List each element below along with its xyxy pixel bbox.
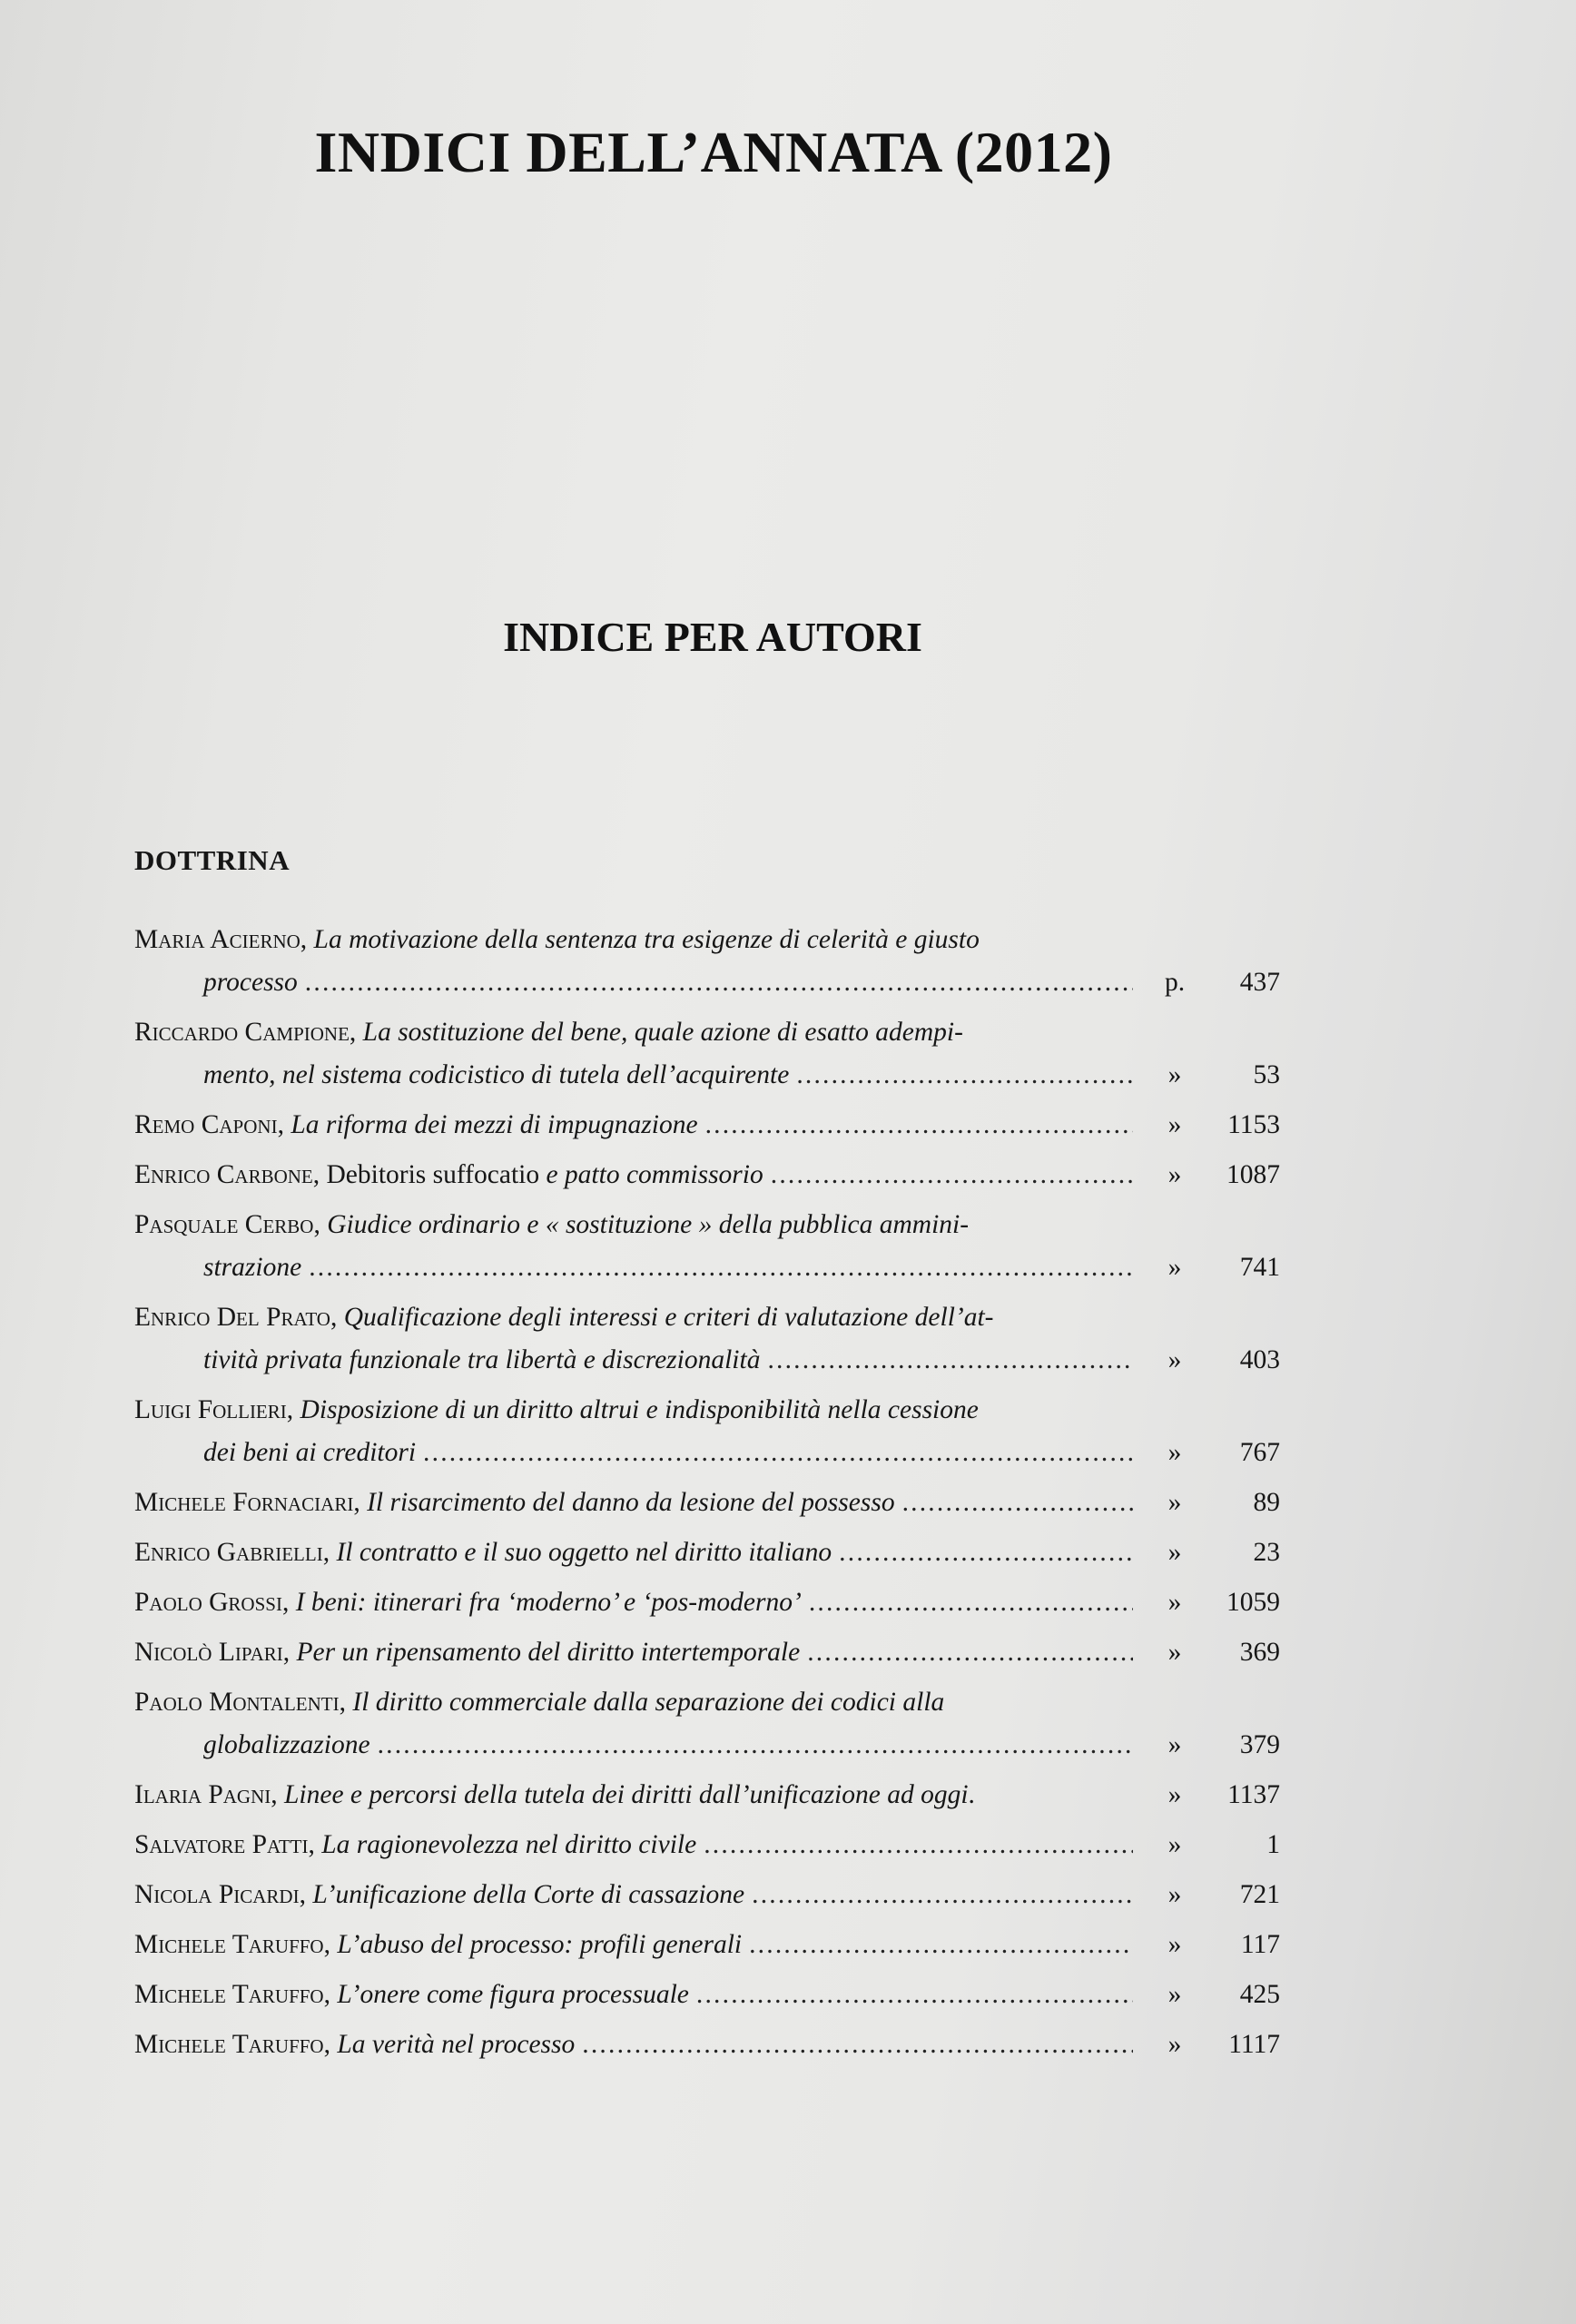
entry-line <box>134 1204 1280 1246</box>
entry-text: Nicola Picardi, L’unificazione della Corte di cassazione <box>134 1880 745 1909</box>
entry-line-continued <box>134 1724 1280 1767</box>
page-marker: » <box>1167 1438 1182 1467</box>
page-number: 741 <box>1239 1253 1280 1282</box>
entry-line-continued <box>134 961 1280 1004</box>
entry-text: Paolo Montalenti, Il diritto commerciale dalla separazione dei codici alla <box>134 1688 945 1717</box>
entry-author: Nicola Picardi <box>134 1880 300 1909</box>
page-number: 1059 <box>1226 1588 1280 1617</box>
entry-author: Enrico Del Prato <box>134 1303 330 1332</box>
index-entry <box>134 1631 1280 1674</box>
entry-author: Pasquale Cerbo <box>134 1210 314 1239</box>
entry-author: Michele Taruffo <box>134 1930 324 1959</box>
index-entry <box>134 1104 1280 1147</box>
index-entry <box>134 1011 1280 1097</box>
entry-title-line1: La verità nel processo <box>337 2030 576 2059</box>
page-marker: » <box>1167 1930 1182 1959</box>
entry-text: Pasquale Cerbo, Giudice ordinario e « sostituzione » della pubblica ammini- <box>134 1210 970 1239</box>
page-marker: » <box>1167 1253 1182 1282</box>
entry-line <box>134 1631 1280 1674</box>
entry-title-line1: La motivazione della sentenza tra esigenze di celerità e giusto <box>313 925 980 954</box>
index-entry <box>134 1154 1280 1196</box>
entry-author: Maria Acierno <box>134 925 300 954</box>
entry-title <box>337 1980 689 2009</box>
entry-title <box>291 1110 697 1139</box>
index-entry <box>134 1824 1280 1866</box>
entry-title <box>336 1538 832 1567</box>
entry-text: Enrico Del Prato, Qualificazione degli interessi e criteri di valutazione dell’at- <box>134 1303 994 1332</box>
page-marker: » <box>1167 1830 1182 1859</box>
entry-line <box>134 919 1280 961</box>
entry-line <box>134 1482 1280 1524</box>
entry-author: Riccardo Campione <box>134 1018 350 1047</box>
entry-title-line1: Per un ripensamento del diritto intertemporale <box>296 1638 801 1667</box>
entry-text: Enrico Gabrielli, Il contratto e il suo oggetto nel diritto italiano <box>134 1538 832 1567</box>
entry-author: Enrico Carbone <box>134 1160 313 1189</box>
index-entry <box>134 1924 1280 1966</box>
entry-title-line2: tività privata funzionale tra libertà e discrezionalità <box>203 1345 761 1374</box>
page-number: 53 <box>1253 1060 1280 1089</box>
entry-text: Michele Taruffo, L’abuso del processo: profili generali <box>134 1930 743 1959</box>
dot-leader <box>705 1104 1133 1147</box>
entry-author: Luigi Follieri <box>134 1395 287 1424</box>
page-number: 721 <box>1239 1880 1280 1909</box>
dot-leader <box>696 1974 1133 2016</box>
entry-text: Paolo Grossi, I beni: itinerari fra ‘moderno’ e ‘pos-moderno’ <box>134 1588 802 1617</box>
dot-leader <box>807 1631 1133 1674</box>
page-marker: » <box>1167 1880 1182 1909</box>
index-entry <box>134 1681 1280 1767</box>
entry-line <box>134 1774 1280 1817</box>
entry-title-line1: Disposizione di un diritto altrui e indisponibilità nella cessione <box>300 1395 979 1424</box>
entry-title-line2: dei beni ai creditori <box>203 1438 417 1467</box>
index-entry <box>134 1204 1280 1289</box>
entry-author: Michele Taruffo <box>134 2030 324 2059</box>
index-entry <box>134 1389 1280 1474</box>
entry-line <box>134 1154 1280 1196</box>
entry-title <box>337 1930 742 1959</box>
section-title: INDICE PER AUTORI <box>503 614 922 660</box>
page-marker: » <box>1167 1060 1182 1089</box>
entry-line <box>134 1104 1280 1147</box>
page-marker: » <box>1167 1730 1182 1759</box>
entry-title-line2: processo <box>203 968 298 997</box>
entry-title <box>344 1303 994 1332</box>
page-number: 437 <box>1239 968 1280 997</box>
entry-title-line1: I beni: itinerari fra ‘moderno’ e ‘pos-moderno’ <box>295 1588 802 1617</box>
entry-author: Ilaria Pagni <box>134 1780 271 1809</box>
entry-title-line2: strazione <box>203 1253 302 1282</box>
page-marker: » <box>1167 1588 1182 1617</box>
index-entry <box>134 1296 1280 1382</box>
entry-line <box>134 1681 1280 1724</box>
page-number: 379 <box>1239 1730 1280 1759</box>
page-number: 1087 <box>1226 1160 1280 1189</box>
entry-title-line1: Giudice ordinario e « sostituzione » della pubblica ammini- <box>327 1210 970 1239</box>
entry-title <box>296 1588 802 1617</box>
page-number: 403 <box>1239 1345 1280 1374</box>
entry-title <box>314 925 980 954</box>
entry-title <box>297 1638 801 1667</box>
entry-line <box>134 1924 1280 1966</box>
entry-line-continued <box>134 1339 1280 1382</box>
dot-leader <box>767 1339 1133 1382</box>
entry-text: Salvatore Patti, La ragionevolezza nel diritto civile <box>134 1830 697 1859</box>
entry-text: Michele Taruffo, La verità nel processo <box>134 2030 576 2059</box>
page-number: 1117 <box>1228 2030 1280 2059</box>
entry-title <box>337 2030 575 2059</box>
entry-title-line1: Qualificazione degli interessi e criteri di valutazione dell’at- <box>343 1303 994 1332</box>
entry-title <box>321 1830 696 1859</box>
page-number: 23 <box>1253 1538 1280 1567</box>
entry-title-line1: Il diritto commerciale dalla separazione dei codici alla <box>352 1688 945 1717</box>
index-entry <box>134 919 1280 1004</box>
entry-author: Enrico Gabrielli <box>134 1538 323 1567</box>
index-entry <box>134 1874 1280 1916</box>
entry-title <box>363 1018 963 1047</box>
entry-line <box>134 2024 1280 2066</box>
page-number: 1 <box>1266 1830 1280 1859</box>
page-marker: » <box>1167 1780 1182 1809</box>
entry-line <box>134 1824 1280 1866</box>
entry-line-continued <box>134 1054 1280 1097</box>
entry-title <box>367 1488 894 1517</box>
entry-title-line1: L’abuso del processo: profili generali <box>337 1930 743 1959</box>
index-entry <box>134 1774 1280 1817</box>
author-index-list <box>134 919 1280 2073</box>
dot-leader <box>423 1432 1133 1474</box>
entry-title <box>327 1160 763 1189</box>
index-entry <box>134 1581 1280 1624</box>
page-marker: » <box>1167 1488 1182 1517</box>
index-entry <box>134 1482 1280 1524</box>
page-number: 117 <box>1240 1930 1280 1959</box>
entry-title-line2: mento, nel sistema codicistico di tutela dell’acquirente <box>203 1060 790 1089</box>
entry-line <box>134 1296 1280 1339</box>
index-entry <box>134 1974 1280 2016</box>
entry-line-continued <box>134 1432 1280 1474</box>
entry-author: Michele Fornaciari <box>134 1488 354 1517</box>
dot-leader <box>902 1482 1133 1524</box>
entry-title-line1: Linee e percorsi della tutela dei diritti dall’unificazione ad oggi <box>284 1780 969 1809</box>
entry-text: Ilaria Pagni, Linee e percorsi della tutela dei diritti dall’unificazione ad oggi. <box>134 1780 975 1809</box>
index-entry <box>134 1531 1280 1574</box>
entry-title <box>284 1780 969 1809</box>
category-heading: DOTTRINA <box>134 844 291 876</box>
page-marker: » <box>1167 2030 1182 2059</box>
page-number: 1153 <box>1227 1110 1280 1139</box>
page-number: 1137 <box>1227 1780 1280 1809</box>
entry-title-line1: Il contratto e il suo oggetto nel diritto italiano <box>336 1538 832 1567</box>
entry-title-line1: Il risarcimento del danno da lesione del possesso <box>367 1488 895 1517</box>
page-marker: » <box>1167 1345 1182 1374</box>
entry-text: Riccardo Campione, La sostituzione del bene, quale azione di esatto adempi- <box>134 1018 963 1047</box>
page-marker: » <box>1167 1638 1182 1667</box>
dot-leader <box>809 1581 1133 1624</box>
entry-line <box>134 1011 1280 1054</box>
page-marker: » <box>1167 1110 1182 1139</box>
entry-title <box>300 1395 979 1424</box>
page-marker: » <box>1167 1538 1182 1567</box>
dot-leader <box>839 1531 1133 1574</box>
page-heading: INDICI DELL’ANNATA (2012) <box>314 120 1113 184</box>
dot-leader <box>378 1724 1133 1767</box>
entry-author: Paolo Montalenti <box>134 1688 340 1717</box>
entry-line <box>134 1389 1280 1432</box>
entry-line <box>134 1974 1280 2016</box>
page-number: 369 <box>1239 1638 1280 1667</box>
entry-text: Maria Acierno, La motivazione della sentenza tra esigenze di celerità e giusto <box>134 925 980 954</box>
page-number: 425 <box>1239 1980 1280 2009</box>
dot-leader <box>309 1246 1133 1289</box>
dot-leader <box>704 1824 1133 1866</box>
entry-line <box>134 1874 1280 1916</box>
entry-text: Remo Caponi, La riforma dei mezzi di impugnazione <box>134 1110 698 1139</box>
entry-author: Michele Taruffo <box>134 1980 324 2009</box>
entry-text: Michele Fornaciari, Il risarcimento del danno da lesione del possesso <box>134 1488 895 1517</box>
page-marker: » <box>1167 1160 1182 1189</box>
page-number: 767 <box>1239 1438 1280 1467</box>
entry-line-continued <box>134 1246 1280 1289</box>
page-number: 89 <box>1253 1488 1280 1517</box>
entry-title-line1: La riforma dei mezzi di impugnazione <box>291 1110 698 1139</box>
entry-author: Remo Caponi <box>134 1110 278 1139</box>
entry-text: Luigi Follieri, Disposizione di un diritto altrui e indisponibilità nella cessione <box>134 1395 979 1424</box>
entry-title-line1: La ragionevolezza nel diritto civile <box>321 1830 697 1859</box>
entry-line <box>134 1581 1280 1624</box>
dot-leader <box>305 961 1133 1004</box>
entry-text: Nicolò Lipari, Per un ripensamento del diritto intertemporale <box>134 1638 801 1667</box>
entry-title-line2: globalizzazione <box>203 1730 370 1759</box>
dot-leader <box>752 1874 1133 1916</box>
entry-title <box>352 1688 944 1717</box>
index-entry <box>134 2024 1280 2066</box>
entry-title-suffix: . <box>968 1780 975 1809</box>
dot-leader <box>582 2024 1133 2066</box>
entry-title-line1: L’unificazione della Corte di cassazione <box>312 1880 745 1909</box>
page-marker: p. <box>1164 968 1186 997</box>
dot-leader <box>771 1154 1133 1196</box>
entry-text: Enrico Carbone, Debitoris suffocatio e patto commissorio <box>134 1160 763 1189</box>
entry-text: Michele Taruffo, L’onere come figura processuale <box>134 1980 689 2009</box>
entry-title-line1: e patto commissorio <box>539 1160 763 1189</box>
entry-title <box>312 1880 744 1909</box>
entry-line <box>134 1531 1280 1574</box>
dot-leader <box>749 1924 1133 1966</box>
entry-author: Salvatore Patti <box>134 1830 309 1859</box>
dot-leader <box>796 1054 1133 1097</box>
entry-title-line1: L’onere come figura processuale <box>337 1980 689 2009</box>
page-marker: » <box>1167 1980 1182 2009</box>
entry-title-roman: Debitoris suffocatio <box>326 1160 540 1189</box>
entry-title-line1: La sostituzione del bene, quale azione di esatto adempi- <box>362 1018 963 1047</box>
entry-author: Nicolò Lipari <box>134 1638 283 1667</box>
entry-author: Paolo Grossi <box>134 1588 282 1617</box>
entry-title <box>327 1210 969 1239</box>
